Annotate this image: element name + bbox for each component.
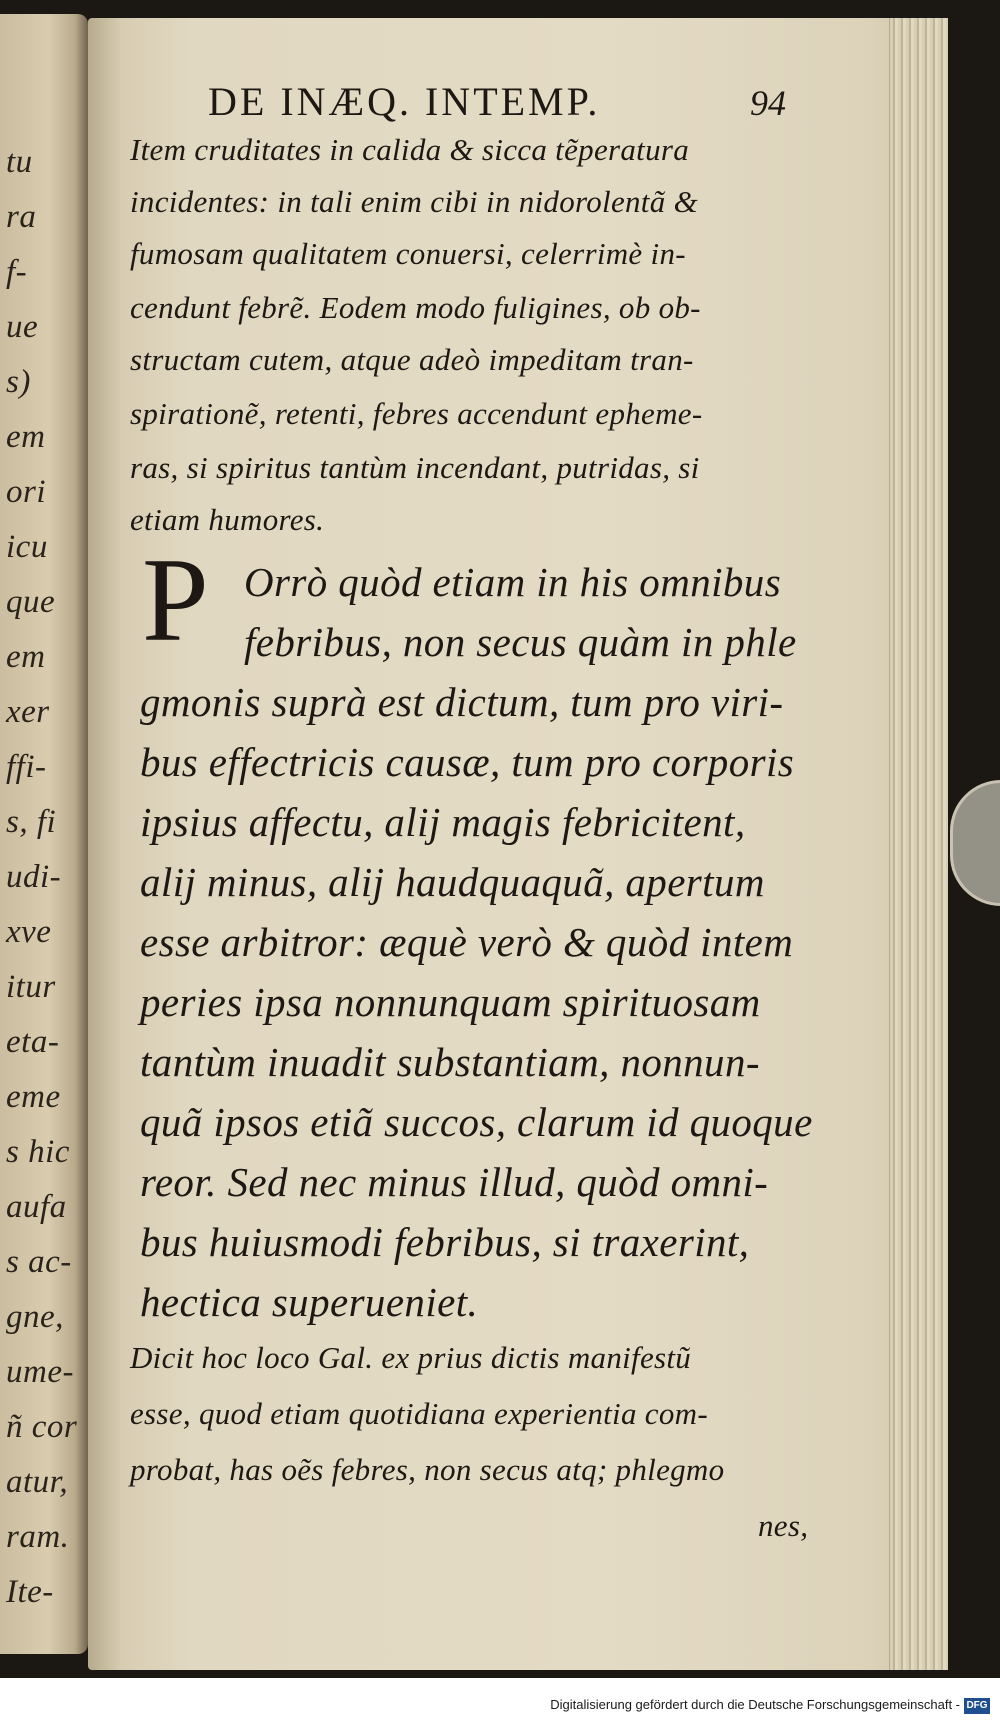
facing-page-fragment: ra (6, 199, 37, 235)
page-edges (889, 18, 948, 1670)
facing-page-fragment: s ac- (6, 1244, 72, 1280)
facing-page-fragment: eme (6, 1079, 61, 1115)
text-line: gmonis suprà est dictum, tum pro viri- (140, 679, 784, 725)
text-line: tantùm inuadit substantiam, nonnun- (140, 1039, 760, 1085)
facing-page-fragment: s) (6, 364, 31, 400)
digitization-credit: Digitalisierung gefördert durch die Deutsche Forschungsgemeinschaft - (550, 1697, 960, 1712)
facing-page-fragment: ram. (6, 1519, 70, 1555)
facing-page-fragment: itur (6, 969, 56, 1005)
facing-page-fragment: s hic (6, 1134, 70, 1170)
facing-page-fragment: s, fi (6, 804, 57, 840)
text-line: bus huiusmodi febribus, si traxerint, (140, 1219, 750, 1265)
facing-page-fragment: ñ cor (6, 1409, 78, 1445)
text-line: quã ipsos etiã succos, clarum id quoque (140, 1099, 813, 1145)
facing-page-fragment: gne, (6, 1299, 64, 1335)
facing-page-fragment: ume- (6, 1354, 74, 1390)
text-line: ras, si spiritus tantùm incendant, putridas, si (130, 450, 700, 485)
text-line: ipsius affectu, alij magis febricitent, (140, 799, 746, 845)
text-line: structam cutem, atque adeò impeditam tran- (130, 342, 694, 377)
facing-page-fragment: ffi- (6, 749, 47, 785)
text-line: hectica superueniet. (140, 1279, 479, 1325)
running-title: DE INÆQ. INTEMP. (208, 79, 601, 124)
text-line: bus effectricis causæ, tum pro corporis (140, 739, 795, 785)
text-line: peries ipsa nonnunquam spirituosam (140, 979, 761, 1025)
text-line: Orrò quòd etiam in his omnibus (244, 559, 782, 605)
previous-page-strip (0, 14, 88, 1654)
facing-page-fragment: icu (6, 529, 48, 565)
text-line: Item cruditates in calida & sicca tẽperatura (130, 132, 690, 167)
facing-page-fragment: ue (6, 309, 39, 345)
facing-page-fragment: eta- (6, 1024, 60, 1060)
facing-page-fragment: em (6, 419, 46, 455)
facing-page-fragment: que (6, 584, 56, 620)
facing-page-fragment: ori (6, 474, 47, 510)
commentary-line: esse, quod etiam quotidiana experientia com- (130, 1396, 708, 1431)
text-line: fumosam qualitatem conuersi, celerrimè in- (130, 236, 686, 271)
drop-cap-initial: P (142, 533, 209, 666)
commentary-line: probat, has oẽs febres, non secus atq; phlegmo (130, 1452, 725, 1487)
facing-page-fragment: em (6, 639, 46, 675)
text-line: alij minus, alij haudquaquã, apertum (140, 859, 765, 905)
facing-page-fragment: xve (6, 914, 52, 950)
footer-bar (0, 1678, 1000, 1722)
page-clip (950, 780, 1000, 906)
catchword: nes, (758, 1508, 809, 1543)
commentary-line: Dicit hoc loco Gal. ex prius dictis manifestũ (130, 1340, 692, 1375)
facing-page-fragment: aufa (6, 1189, 67, 1225)
text-line: etiam humores. (130, 502, 325, 537)
facing-page-fragment: Ite- (6, 1574, 54, 1610)
facing-page-fragment: udi- (6, 859, 62, 895)
facing-page-fragment: f- (6, 254, 28, 290)
text-line: esse arbitror: æquè verò & quòd intem (140, 919, 794, 965)
dfg-logo-icon: DFG (964, 1698, 990, 1714)
page-number: 94 (750, 83, 786, 123)
text-line: cendunt febrẽ. Eodem modo fuligines, ob ob- (130, 290, 701, 325)
text-line: reor. Sed nec minus illud, quòd omni- (140, 1159, 769, 1205)
text-line: febribus, non secus quàm in phle (244, 619, 797, 665)
text-line: spirationẽ, retenti, febres accendunt epheme- (130, 396, 703, 431)
facing-page-fragment: tu (6, 144, 33, 180)
text-line: incidentes: in tali enim cibi in nidorolentã & (130, 184, 698, 219)
facing-page-fragment: xer (6, 694, 50, 730)
facing-page-fragment: atur, (6, 1464, 69, 1500)
